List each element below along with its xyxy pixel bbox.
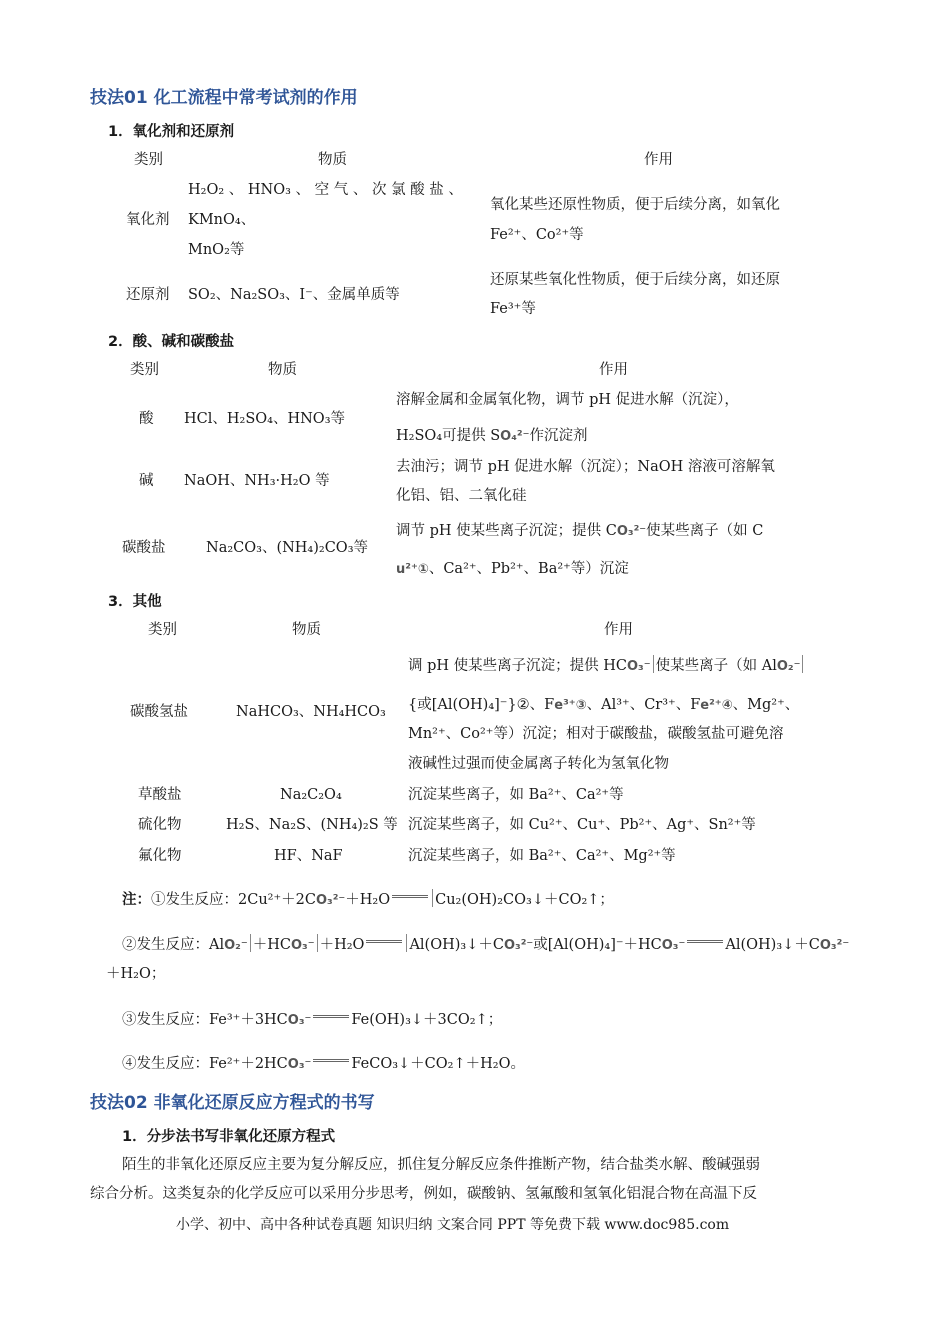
formula-divider (432, 889, 433, 907)
table1-row1-substance-line1: H₂O₂ 、 HNO₃ 、 空 气 、 次 氯 酸 盐 、 (188, 182, 463, 198)
table1-row2-substance: SO₂、Na₂SO₃、I⁻、金属单质等 (188, 287, 400, 303)
note-label: 注： (122, 891, 151, 908)
table3-row3-function: 沉淀某些离子，如 Cu²⁺、Cu⁺、Pb²⁺、Ag⁺、Sn²⁺等 (408, 817, 756, 833)
carbonate-ion-image: O₃²⁻ (315, 893, 346, 908)
aluminate-ion-image: O₂⁻ (776, 659, 801, 674)
formula-divider (250, 934, 251, 952)
carbonate-ion-image: O₃²⁻ (503, 938, 534, 953)
table2-header-function: 作用 (599, 362, 628, 378)
table3-row1-function-line3: Mn²⁺、Co²⁺等）沉淀；相对于碳酸盐，碳酸氢盐可避免溶 (408, 726, 784, 742)
equals-sign (313, 1015, 349, 1018)
table1-header-function: 作用 (644, 152, 673, 168)
subsection-title-oxidant-reductant: 1．氧化剂和还原剂 (108, 124, 235, 140)
table3-header-substance: 物质 (292, 622, 321, 638)
equals-sign (392, 895, 428, 898)
iron3-ion-image: e³⁺③ (554, 698, 587, 713)
table1-row2-function-line2: Fe³⁺等 (490, 301, 536, 317)
table2-row3-category: 碳酸盐 (122, 540, 166, 556)
table3-row4-substance: HF、NaF (274, 848, 343, 864)
table1-header-category: 类别 (134, 152, 163, 168)
bicarbonate-ion-image: O₃⁻ (290, 938, 315, 953)
aluminate-ion-image: O₂⁻ (224, 938, 248, 953)
table3-row2-category: 草酸盐 (138, 787, 182, 803)
table2-row1-category: 酸 (139, 411, 154, 427)
table2-row1-substance: HCl、H₂SO₄、HNO₃等 (184, 411, 346, 427)
subsection-title-stepwise: 1．分步法书写非氧化还原方程式 (122, 1129, 336, 1145)
note-2: ②发生反应：AlO₂⁻ ＋HCO₃⁻ ＋H₂O Al(OH)₃↓＋CO₃²⁻或[Al(OH)₄]⁻＋HCO₃⁻ Al(OH)₃↓＋CO₃²⁻ (122, 934, 849, 956)
table3-row2-function: 沉淀某些离子，如 Ba²⁺、Ca²⁺等 (408, 787, 624, 803)
formula-divider (802, 655, 803, 673)
section-heading-1: 技法01 化工流程中常考试剂的作用 (90, 88, 358, 108)
table3-row4-category: 氟化物 (138, 848, 182, 864)
table3-row4-function: 沉淀某些离子，如 Ba²⁺、Ca²⁺、Mg²⁺等 (408, 848, 676, 864)
page-footer: 小学、初中、高中各种试卷真题 知识归纳 文案合同 PPT 等免费下载 www.doc985.com (176, 1217, 730, 1233)
formula-divider (653, 655, 654, 673)
paragraph-line-2: 综合分析。这类复杂的化学反应可以采用分步思考，例如，碳酸钠、氢氟酸和氢氧化铝混合物在高温下反 (90, 1186, 757, 1202)
bicarbonate-ion-image: O₃⁻ (287, 1057, 312, 1072)
bicarbonate-ion-image: O₃⁻ (287, 1013, 312, 1028)
table1-header-substance: 物质 (318, 152, 347, 168)
table2-row2-function-line2: 化铝、铝、二氧化硅 (396, 488, 527, 504)
subsection-title-acid-base-carbonate: 2．酸、碱和碳酸盐 (108, 334, 235, 350)
equals-sign (687, 940, 723, 943)
table2-row1-function-line1: 溶解金属和金属氧化物，调节 pH 促进水解（沉淀）， (396, 392, 739, 408)
table1-row1-category: 氧化剂 (126, 212, 170, 228)
table3-row1-function-line2: {或[Al(OH)₄]⁻}②、Fe³⁺③、Al³⁺、Cr³⁺、Fe²⁺④、Mg²⁺、 (408, 697, 800, 713)
table1-row2-category: 还原剂 (126, 287, 170, 303)
table3-row1-category: 碳酸氢盐 (130, 704, 188, 720)
subsection-title-others: 3．其他 (108, 594, 162, 610)
bicarbonate-ion-image: O₃⁻ (627, 659, 651, 674)
table3-row2-substance: Na₂C₂O₄ (280, 787, 342, 803)
equals-sign (313, 1059, 349, 1062)
table3-header-category: 类别 (148, 622, 177, 638)
table2-row2-category: 碱 (139, 473, 154, 489)
note-1: 注：①发生反应：2Cu²⁺＋2CO₃²⁻＋H₂O Cu₂(OH)₂CO₃↓＋CO₂↑； (122, 891, 614, 908)
table2-row3-substance: Na₂CO₃、(NH₄)₂CO₃等 (206, 540, 369, 556)
table2-row3-function-line1: 调节 pH 使某些离子沉淀；提供 CO₃²⁻使某些离子（如 C (396, 523, 764, 539)
section-heading-2: 技法02 非氧化还原反应方程式的书写 (90, 1093, 375, 1113)
table1-row1-function-line2: Fe²⁺、Co²⁺等 (490, 227, 584, 243)
formula-divider (317, 934, 318, 952)
equals-sign (366, 940, 402, 943)
table1-row1-substance-line3: MnO₂等 (188, 242, 245, 258)
formula-divider (406, 934, 407, 952)
carbonate-ion-image: O₃²⁻ (616, 524, 647, 539)
table3-row1-function-line4: 液碱性过强而使金属离子转化为氢氧化物 (408, 756, 669, 772)
table2-header-substance: 物质 (268, 362, 297, 378)
table2-row2-substance: NaOH、NH₃·H₂O 等 (184, 473, 330, 489)
table2-row1-function-line2: H₂SO₄可提供 SO₄²⁻作沉淀剂 (396, 428, 588, 444)
table1-row1-substance-line2: KMnO₄、 (188, 212, 256, 228)
table2-row3-function-line2: u²⁺①、Ca²⁺、Pb²⁺、Ba²⁺等）沉淀 (396, 561, 629, 577)
table2-row2-function-line1: 去油污；调节 pH 促进水解（沉淀）；NaOH 溶液可溶解氧 (396, 459, 775, 475)
table3-row1-substance: NaHCO₃、NH₄HCO₃ (236, 704, 386, 720)
copper-ion-image: u²⁺① (396, 562, 429, 577)
table1-row1-function-line1: 氧化某些还原性物质，便于后续分离，如氧化 (490, 197, 780, 213)
note-3: ③发生反应：Fe³⁺＋3HCO₃⁻ Fe(OH)₃↓＋3CO₂↑； (122, 1012, 503, 1028)
bicarbonate-ion-image: O₃⁻ (661, 938, 686, 953)
sulfate-ion-image: O₄²⁻ (500, 429, 530, 444)
table3-row3-category: 硫化物 (138, 817, 182, 833)
table1-row2-function-line1: 还原某些氧化性物质，便于后续分离，如还原 (490, 272, 780, 288)
paragraph-line-1: 陌生的非氧化还原反应主要为复分解反应，抓住复分解反应条件推断产物，结合盐类水解、酸碱强弱 (122, 1157, 760, 1173)
table2-header-category: 类别 (130, 362, 159, 378)
table3-header-function: 作用 (604, 622, 633, 638)
carbonate-ion-image: O₃²⁻ (819, 938, 850, 953)
table3-row1-function-line1: 调 pH 使某些离子沉淀；提供 HCO₃⁻ 使某些离子（如 AlO₂⁻ (408, 655, 805, 677)
table3-row3-substance: H₂S、Na₂S、(NH₄)₂S 等 (226, 817, 398, 833)
iron2-ion-image: e²⁺④ (700, 698, 733, 713)
note-2-continuation: ＋H₂O； (106, 966, 166, 982)
note-4: ④发生反应：Fe²⁺＋2HCO₃⁻ FeCO₃↓＋CO₂↑＋H₂O。 (122, 1056, 525, 1072)
